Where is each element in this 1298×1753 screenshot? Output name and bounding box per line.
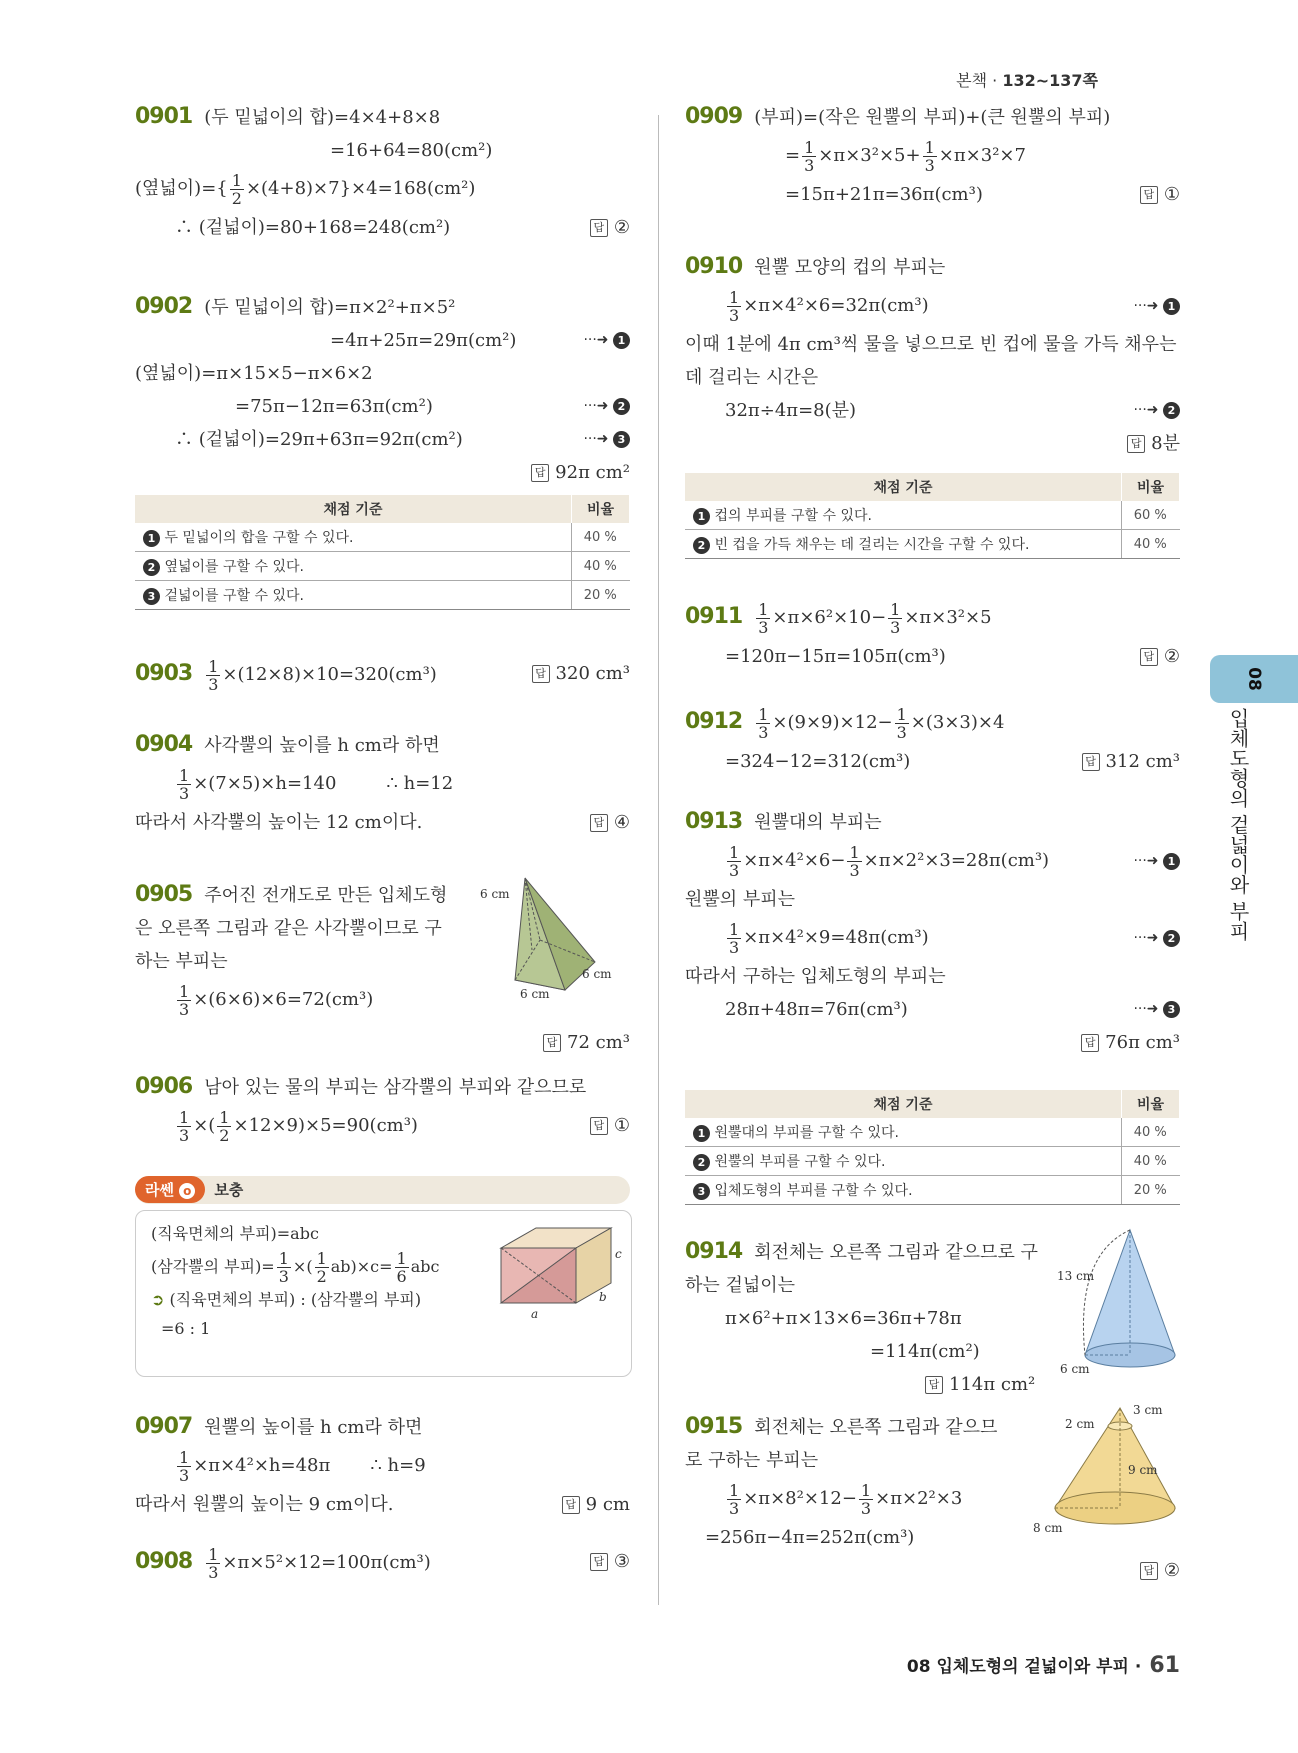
- table-row: 2 원뿔의 부피를 구할 수 있다. 40 %: [685, 1147, 1180, 1176]
- answer: 답 ③: [590, 1540, 630, 1584]
- text: 사각뿔의 높이를 h cm라 하면: [204, 735, 440, 756]
- answer-icon: 답: [1081, 1034, 1099, 1052]
- table-header: 채점 기준: [135, 495, 572, 523]
- supplement-box: [135, 1210, 632, 1377]
- text: (옆넓이)=π×15×5−π×6×2: [135, 363, 373, 384]
- text: (부피)=(작은 원뿔의 부피)+(큰 원뿔의 부피): [754, 107, 1111, 128]
- text: ×π×6²×10−: [772, 607, 887, 628]
- problem-0909: [685, 100, 1180, 211]
- frustum-figure-0915: [1025, 1398, 1180, 1538]
- text: ab)×c=: [330, 1257, 393, 1276]
- fraction: $\frac{1}{3}$: [208, 656, 219, 694]
- fraction: $\frac{1}{6}$: [396, 1249, 407, 1286]
- text: =75π−12π=63π(cm²): [235, 396, 433, 417]
- answer-icon: 답: [925, 1376, 943, 1394]
- text: =324−12=312(cm³): [725, 751, 911, 772]
- answer-icon: 답: [590, 814, 608, 832]
- text: (옆넓이)={: [135, 178, 228, 199]
- text: 로 구하는 부피는: [685, 1450, 819, 1471]
- answer: 답 72 cm³: [135, 1026, 630, 1059]
- table-row: 1 원뿔대의 부피를 구할 수 있다. 40 %: [685, 1118, 1180, 1147]
- fraction: $\frac{1}{3}$: [179, 765, 190, 803]
- answer: 답 76π cm³: [685, 1026, 1180, 1059]
- book-label: 본책: [956, 71, 988, 90]
- answer-icon: 답: [1127, 435, 1145, 453]
- text: ∴ h=9: [370, 1455, 426, 1476]
- text: (직육면체의 부피)=abc: [151, 1224, 319, 1243]
- figure-label: 6 cm: [582, 967, 612, 981]
- supplement-badge: 라쎈 o: [135, 1176, 205, 1203]
- supplement-title: 보충: [214, 1181, 244, 1199]
- fraction: $\frac{1}{3}$: [729, 287, 740, 325]
- text: =6 : 1: [161, 1319, 211, 1338]
- fraction: $\frac{1}{3}$: [729, 842, 740, 880]
- answer: 답 92π cm²: [135, 456, 630, 489]
- fraction: $\frac{1}{2}$: [219, 1107, 230, 1145]
- step-marker-2: ···➜ 2: [583, 390, 630, 423]
- fraction: $\frac{1}{3}$: [758, 599, 769, 637]
- answer: 답 ②: [685, 1554, 1180, 1587]
- table-row: 3 겉넓이를 구할 수 있다. 20 %: [135, 581, 630, 610]
- table-row: 2 옆넓이를 구할 수 있다. 40 %: [135, 552, 630, 581]
- answer: 답 8분: [685, 427, 1180, 460]
- text: =: [785, 145, 801, 166]
- text: 따라서 사각뿔의 높이는 12 cm이다.: [135, 812, 423, 833]
- problem-0915: [685, 1403, 1180, 1587]
- fraction: $\frac{1}{3}$: [179, 1107, 190, 1145]
- fraction: $\frac{1}{3}$: [896, 704, 907, 742]
- text: ×π×2²×3=28π(cm³): [863, 850, 1050, 871]
- answer: 답 ④: [590, 806, 630, 839]
- text: 원뿔의 부피는: [685, 889, 796, 910]
- fraction: $\frac{1}{3}$: [924, 137, 935, 175]
- text: ×(: [292, 1257, 313, 1276]
- fraction: $\frac{1}{2}$: [231, 170, 242, 208]
- problem-0906: [135, 1070, 630, 1148]
- table-header: 채점 기준: [685, 473, 1122, 501]
- text: 32π÷4π=8(분): [725, 400, 857, 421]
- text: ∴ (겉넓이)=29π+63π=92π(cm²): [175, 429, 463, 450]
- table-row: 1 컵의 부피를 구할 수 있다. 60 %: [685, 501, 1180, 530]
- text: 회전체는 오른쪽 그림과 같으므로 구: [754, 1242, 1038, 1263]
- problem-number: 0901: [135, 104, 193, 129]
- text: ×π×4²×6−: [743, 850, 846, 871]
- fraction: $\frac{1}{3}$: [179, 981, 190, 1019]
- text: 이때 1분에 4π cm³씩 물을 넣으므로 빈 컵에 물을 가득 채우는: [685, 334, 1177, 355]
- text: 28π+48π=76π(cm³): [725, 999, 908, 1020]
- text: π×6²+π×13×6=36π+78π: [725, 1308, 962, 1329]
- text: ×π×8²×12−: [743, 1488, 857, 1509]
- text: 원뿔 모양의 컵의 부피는: [754, 257, 946, 278]
- text: (삼각뿔의 부피)=: [151, 1257, 275, 1276]
- text: 하는 겉넓이는: [685, 1275, 796, 1296]
- problem-number: 0904: [135, 732, 193, 757]
- step-marker-1: ···➜ 1: [1133, 284, 1180, 328]
- answer-icon: 답: [562, 1496, 580, 1514]
- text: ×π×4²×6=32π(cm³): [743, 295, 929, 316]
- problem-0908: [135, 1540, 630, 1585]
- text: ×(6×6)×6=72(cm³): [193, 989, 374, 1010]
- problem-0904: [135, 728, 630, 839]
- problem-0914: [685, 1235, 1180, 1401]
- problem-number: 0911: [685, 604, 743, 629]
- problem-0911: [685, 595, 1180, 673]
- text: ×(4+8)×7}×4=168(cm²): [245, 178, 476, 199]
- answer-icon: 답: [1140, 648, 1158, 666]
- figure-label: 6 cm: [520, 987, 550, 1000]
- text: ∴ h=12: [386, 773, 454, 794]
- page-footer: 08 입체도형의 겉넓이와 부피 · 61: [906, 1653, 1180, 1678]
- text: =16+64=80(cm²): [330, 140, 493, 161]
- arrow-icon: ➲: [151, 1290, 165, 1309]
- text: abc: [410, 1257, 440, 1276]
- step-marker-2: ···➜ 2: [1133, 916, 1180, 960]
- answer: 답 9 cm: [562, 1488, 630, 1521]
- figure-label: 2 cm: [1065, 1417, 1095, 1431]
- text: (두 밑넓이의 합)=4×4+8×8: [204, 107, 441, 128]
- text: ×π×4²×9=48π(cm³): [743, 927, 929, 948]
- table-header: 비율: [1122, 473, 1180, 501]
- text: 원뿔대의 부피는: [754, 812, 882, 833]
- figure-label: 13 cm: [1057, 1269, 1095, 1283]
- figure-label: 3 cm: [1133, 1403, 1163, 1417]
- text: ×π×2²×3: [875, 1488, 963, 1509]
- text: 은 오른쪽 그림과 같은 사각뿔이므로 구: [135, 918, 442, 939]
- figure-label: a: [531, 1307, 539, 1321]
- answer: 답 ②: [1140, 640, 1180, 673]
- text: ×(12×8)×10=320(cm³): [222, 664, 437, 685]
- text: =120π−15π=105π(cm³): [725, 646, 946, 667]
- problem-number: 0903: [135, 661, 193, 686]
- figure-label: 6 cm: [480, 887, 510, 901]
- answer-icon: 답: [1140, 186, 1158, 204]
- text: 따라서 원뿔의 높이는 9 cm이다.: [135, 1494, 394, 1515]
- fraction: $\frac{1}{3}$: [890, 599, 901, 637]
- footer-chapter: 08 입체도형의 겉넓이와 부피: [906, 1657, 1129, 1677]
- text: ×(: [193, 1115, 216, 1136]
- text: ×(7×5)×h=140: [193, 773, 337, 794]
- table-header: 비율: [1122, 1090, 1180, 1118]
- chapter-number: 08: [1243, 667, 1264, 691]
- step-marker-1: ···➜ 1: [1133, 839, 1180, 883]
- figure-label: 9 cm: [1128, 1463, 1158, 1477]
- step-marker-1: ···➜ 1: [583, 324, 630, 357]
- problem-0910: [685, 250, 1180, 460]
- figure-label: b: [599, 1290, 607, 1304]
- problem-number: 0912: [685, 709, 743, 734]
- answer-icon: 답: [543, 1034, 561, 1052]
- answer: 답 114π cm²: [685, 1368, 1180, 1401]
- text: =4π+25π=29π(cm²): [330, 330, 517, 351]
- answer: 답 312 cm³: [1082, 745, 1180, 778]
- table-row: 3 입체도형의 부피를 구할 수 있다. 20 %: [685, 1176, 1180, 1205]
- fraction: $\frac{1}{3}$: [758, 704, 769, 742]
- table-header: 채점 기준: [685, 1090, 1122, 1118]
- text: (두 밑넓이의 합)=π×2²+π×5²: [204, 297, 456, 318]
- answer: 답 ②: [590, 211, 630, 244]
- text: 하는 부피는: [135, 951, 228, 972]
- table-header: 비율: [572, 495, 630, 523]
- problem-number: 0906: [135, 1074, 193, 1099]
- column-divider: [658, 115, 659, 1605]
- text: 남아 있는 물의 부피는 삼각뿔의 부피와 같으므로: [204, 1077, 587, 1098]
- answer-icon: 답: [590, 1117, 608, 1135]
- text: ×π×3²×5: [904, 607, 992, 628]
- text: 원뿔의 높이를 h cm라 하면: [204, 1417, 423, 1438]
- answer-icon: 답: [532, 665, 550, 683]
- text: ×12×9)×5=90(cm³): [233, 1115, 418, 1136]
- problem-number: 0913: [685, 809, 743, 834]
- problem-0901: [135, 100, 630, 244]
- fraction: $\frac{1}{3}$: [278, 1249, 289, 1286]
- answer-icon: 답: [1140, 1562, 1158, 1580]
- problem-number: 0908: [135, 1549, 193, 1574]
- cone-figure-0914: [1055, 1225, 1180, 1375]
- problem-0912: [685, 700, 1180, 778]
- fraction: $\frac{1}{3}$: [729, 919, 740, 957]
- step-marker-3: ···➜ 3: [1133, 993, 1180, 1026]
- chapter-title: 입체도형의 겉넓이와 부피: [1226, 708, 1250, 941]
- figure-label: 6 cm: [1060, 1362, 1090, 1375]
- problem-number: 0914: [685, 1239, 743, 1264]
- answer-icon: 답: [531, 464, 549, 482]
- text: 따라서 구하는 입체도형의 부피는: [685, 966, 946, 987]
- pyramid-figure: [480, 870, 625, 1000]
- answer-icon: 답: [590, 1553, 608, 1571]
- figure-label: 8 cm: [1033, 1521, 1063, 1535]
- problem-number: 0910: [685, 254, 743, 279]
- table-row: 1 두 밑넓이의 합을 구할 수 있다. 40 %: [135, 523, 630, 552]
- problem-number: 0902: [135, 294, 193, 319]
- text: 회전체는 오른쪽 그림과 같으므: [754, 1417, 998, 1438]
- fraction: $\frac{1}{3}$: [849, 842, 860, 880]
- text: =15π+21π=36π(cm³): [785, 184, 983, 205]
- fraction: $\frac{1}{3}$: [804, 137, 815, 175]
- problem-0907: [135, 1410, 630, 1521]
- page-number: 61: [1149, 1653, 1180, 1678]
- cuboid-figure: [491, 1223, 626, 1323]
- text: ∴ (겉넓이)=80+168=248(cm²): [175, 217, 451, 238]
- fraction: $\frac{1}{3}$: [179, 1447, 190, 1485]
- table-row: 2 빈 컵을 가득 채우는 데 걸리는 시간을 구할 수 있다. 40 %: [685, 530, 1180, 559]
- fraction: $\frac{1}{3}$: [729, 1480, 740, 1518]
- grading-table-0913: [685, 1090, 1180, 1205]
- answer-icon: 답: [1082, 753, 1100, 771]
- problem-0903: [135, 652, 630, 697]
- page-range: 132~137쪽: [1002, 71, 1098, 90]
- problem-0902: [135, 290, 630, 489]
- grading-table-0902: [135, 495, 630, 610]
- problem-number: 0909: [685, 104, 743, 129]
- text: =256π−4π=252π(cm³): [705, 1527, 915, 1548]
- answer: 답 320 cm³: [532, 652, 630, 696]
- text: ×π×4²×h=48π: [193, 1455, 331, 1476]
- fraction: $\frac{1}{3}$: [860, 1480, 872, 1518]
- text: 주어진 전개도로 만든 입체도형: [204, 885, 448, 906]
- supplement-icon: o: [179, 1183, 195, 1199]
- problem-number: 0905: [135, 882, 193, 907]
- text: ×π×3²×7: [938, 145, 1026, 166]
- problem-number: 0907: [135, 1414, 193, 1439]
- problem-number: 0915: [685, 1414, 743, 1439]
- text: 데 걸리는 시간은: [685, 367, 819, 388]
- chapter-tab[interactable]: [1210, 655, 1298, 703]
- fraction: $\frac{1}{3}$: [208, 1544, 219, 1582]
- problem-0913: [685, 805, 1180, 1059]
- page-header: 본책 · 132~137쪽: [956, 71, 1098, 90]
- text: ×(9×9)×12−: [772, 712, 893, 733]
- step-marker-3: ···➜ 3: [583, 423, 630, 456]
- answer: 답 ①: [1140, 178, 1180, 211]
- supplement-header: [135, 1176, 630, 1204]
- text: ×π×3²×5+: [818, 145, 921, 166]
- answer: 답 ①: [590, 1104, 630, 1148]
- text: ×(3×3)×4: [910, 712, 1005, 733]
- text: ×π×5²×12=100π(cm³): [222, 1552, 431, 1573]
- answer-icon: 답: [590, 219, 608, 237]
- text: (직육면체의 부피) : (삼각뿔의 부피): [169, 1290, 422, 1309]
- fraction: $\frac{1}{2}$: [316, 1249, 327, 1286]
- text: =114π(cm²): [870, 1341, 980, 1362]
- figure-label: c: [615, 1247, 622, 1261]
- grading-table-0910: [685, 473, 1180, 559]
- step-marker-2: ···➜ 2: [1133, 394, 1180, 427]
- problem-0905: [135, 878, 630, 1059]
